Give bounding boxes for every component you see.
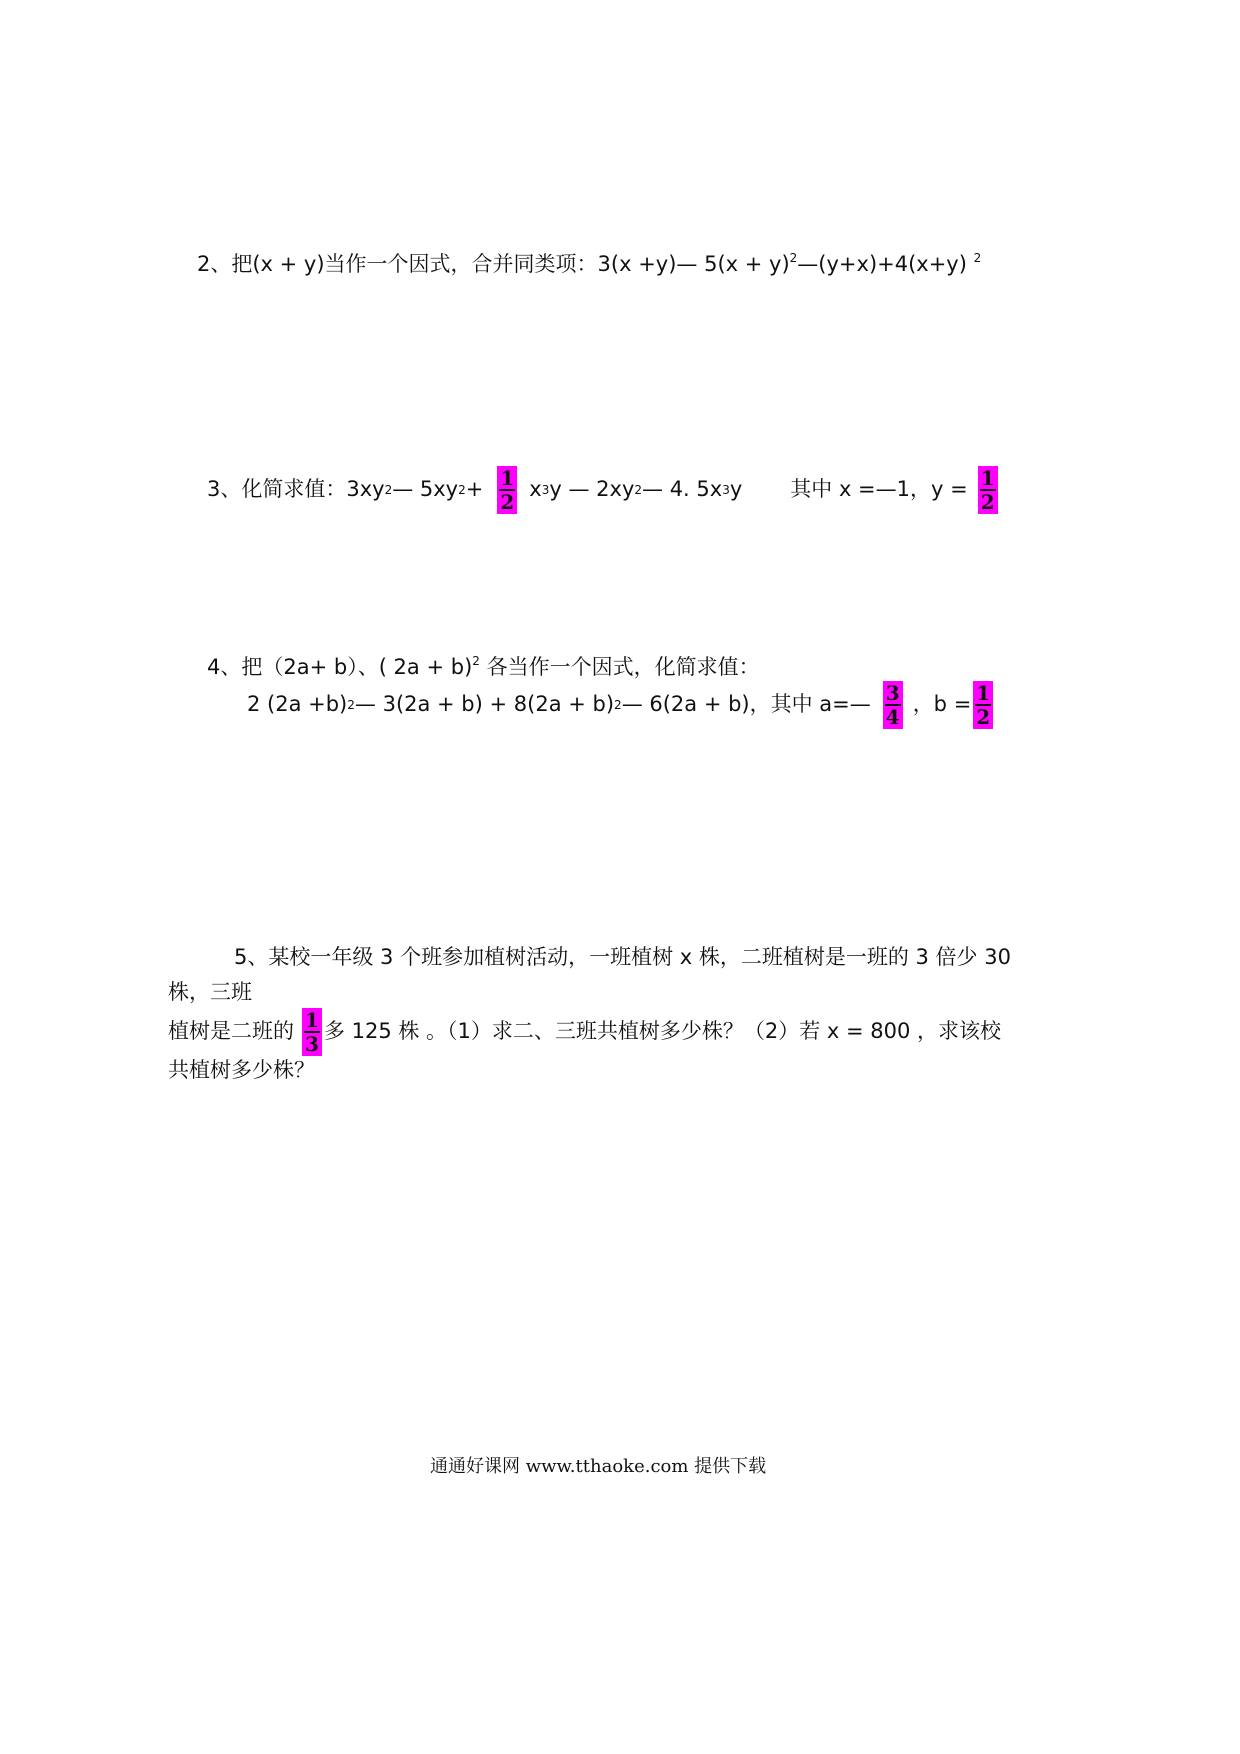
question-5-line-2: 株，三班: [168, 980, 252, 1004]
q3-part-5: y — 2xy: [549, 477, 635, 502]
q4-line1-a: 4、把（2a+ b）、( 2a + b): [207, 655, 473, 679]
q5-fraction-third: [302, 1008, 322, 1056]
q2-exponent: 2: [789, 251, 798, 265]
question-5-line-4: 共植树多少株？: [168, 1058, 315, 1082]
q3-fraction-half: [497, 466, 517, 514]
fraction-denominator: 3: [305, 1032, 319, 1056]
q2-text: 2、把(x + y)当作一个因式，合并同类项：3(x +y)— 5(x + y): [197, 252, 790, 276]
question-4-line-2: 2 (2a +b) 2 — 3(2a + b) + 8(2a + b) 2 — 6(2a + b)，其中 a=— $\frac{3}{4}$ ，b = $\frac{1}{2}$: [247, 680, 997, 730]
q3-part-7: y: [729, 477, 743, 502]
q3-part-2: — 5xy: [392, 477, 459, 502]
q3-part-6: — 4. 5x: [642, 477, 723, 502]
q4-part-3: — 6(2a + b)，其中 a=—: [621, 692, 871, 717]
q3-part-4: x: [529, 477, 542, 502]
q4-part-2: — 3(2a + b) + 8(2a + b): [354, 692, 615, 717]
fraction-numerator: 1: [980, 466, 995, 490]
fraction-denominator: 2: [500, 490, 515, 514]
fraction-denominator: 4: [885, 705, 900, 729]
q4-part-4: ，b =: [912, 692, 972, 717]
question-5-line-1: 5、某校一年级 3 个班参加植树活动，一班植树 x 株，二班植树是一班的 3 倍少 30: [234, 945, 1011, 969]
question-5-line-3: [168, 1007, 1001, 1057]
question-3: 3、化简求值：3xy 2 — 5xy 2 + $\frac{1}{2}$ x 3 y — 2xy 2 — 4. 5x 3 y 其中 x =—1，y = $\frac{1}{2}$: [207, 465, 1002, 515]
question-2: [197, 252, 981, 277]
q5-line3-b: 多 125 株 。（1）求二、三班共植树多少株？（2）若 x = 800 ，求该校: [323, 1019, 1002, 1044]
q2-text-2: —(y+x)+4(x+y): [797, 252, 974, 276]
fraction-numerator: 1: [500, 466, 515, 490]
q3-part-3: +: [465, 477, 484, 502]
q3-fraction-y: [978, 466, 998, 514]
q4-line1-b: 各当作一个因式，化简求值：: [479, 655, 760, 679]
fraction-numerator: 1: [976, 681, 991, 705]
q4-fraction-a: [883, 681, 903, 729]
fraction-numerator: 1: [305, 1008, 319, 1032]
q3-condition: 其中 x =—1，y =: [790, 477, 968, 502]
fraction-numerator: 3: [885, 681, 900, 705]
fraction-denominator: 2: [980, 490, 995, 514]
q3-part-1: 3、化简求值：3xy: [207, 477, 385, 502]
footer-source: 通通好课网 www.tthaoke.com 提供下载: [430, 1456, 767, 1477]
q4-line1-exp: 2: [472, 654, 480, 668]
q5-line3-a: 植树是二班的: [168, 1019, 294, 1044]
q4-part-1: 2 (2a +b): [247, 692, 348, 717]
question-4-line-1: [207, 655, 760, 680]
q4-fraction-b: [973, 681, 993, 729]
fraction-denominator: 2: [976, 705, 991, 729]
q2-exponent-2: 2: [973, 251, 982, 265]
